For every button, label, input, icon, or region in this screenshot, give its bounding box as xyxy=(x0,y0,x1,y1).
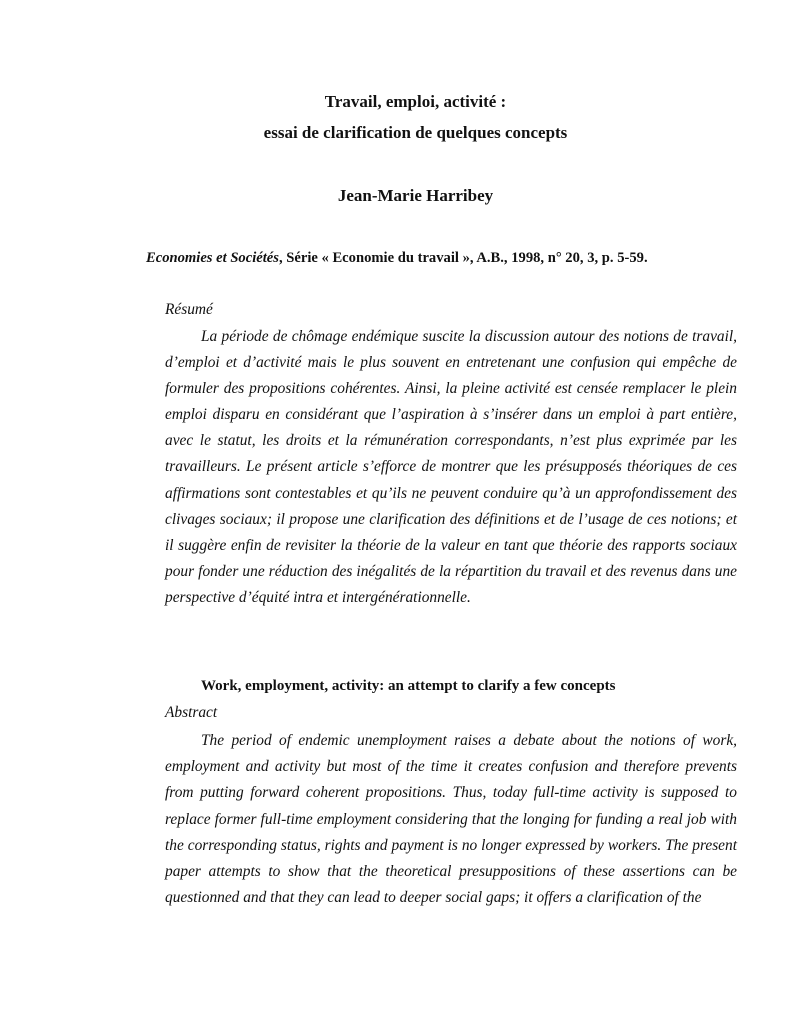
resume-section xyxy=(165,300,737,611)
author-name: Jean-Marie Harribey xyxy=(337,186,494,205)
resume-text: La période de chômage endémique suscite la discussion autour des notions de travail, d’emploi et d’activité mais le plus souvent en entretenant une confusion qui empêche de formuler des propositions cohérentes. Ainsi, la pleine activité est censée remplacer le plein emploi disparu en considérant que l’aspiration à s’insérer dans un emploi à part entière, avec le statut, les droits et la rémunération correspondants, n’est plus exprimée par les travailleurs. Le présent article s’efforce de montrer que les présupposés théoriques de ces affirmations sont contestables et qu’ils ne peuvent conduire qu’à un approfondissement des clivages sociaux; il propose une clarification des définitions et de l’usage de ces notions; et il suggère enfin de revisiter la théorie de la valeur en tant que théorie des rapports sociaux pour fonder une réduction des inégalités de la répartition du travail et des revenus dans une perspective d’équité intra et intergénérationnelle. xyxy=(165,328,737,606)
abstract-section xyxy=(165,703,737,911)
abstract-label: Abstract xyxy=(165,704,218,721)
paper-title-line-2: essai de clarification de quelques concepts xyxy=(263,123,568,142)
journal-name: Economies et Sociétés xyxy=(146,250,279,266)
paper-title-line-1: Travail, emploi, activité : xyxy=(324,92,507,111)
citation xyxy=(146,249,746,267)
citation-details: , Série « Economie du travail », A.B., 1998, n° 20, 3, p. 5-59. xyxy=(278,250,648,266)
english-title: Work, employment, activity: an attempt to clarify a few concepts xyxy=(201,678,616,694)
resume-label: Résumé xyxy=(165,301,213,318)
abstract-text: The period of endemic unemployment raises a debate about the notions of work, employment and activity but most of the time it creates confusion and therefore prevents from putting forward coherent propositions. Thus, today full-time activity is supposed to replace former full-time employment considering that the longing for funding a real job with the corresponding status, rights and payment is no longer expressed by workers. The present paper attempts to show that the theoretical presuppositions of these assertions can be questionned and that they can lead to deeper social gaps; it offers a clarification of the xyxy=(165,732,737,907)
